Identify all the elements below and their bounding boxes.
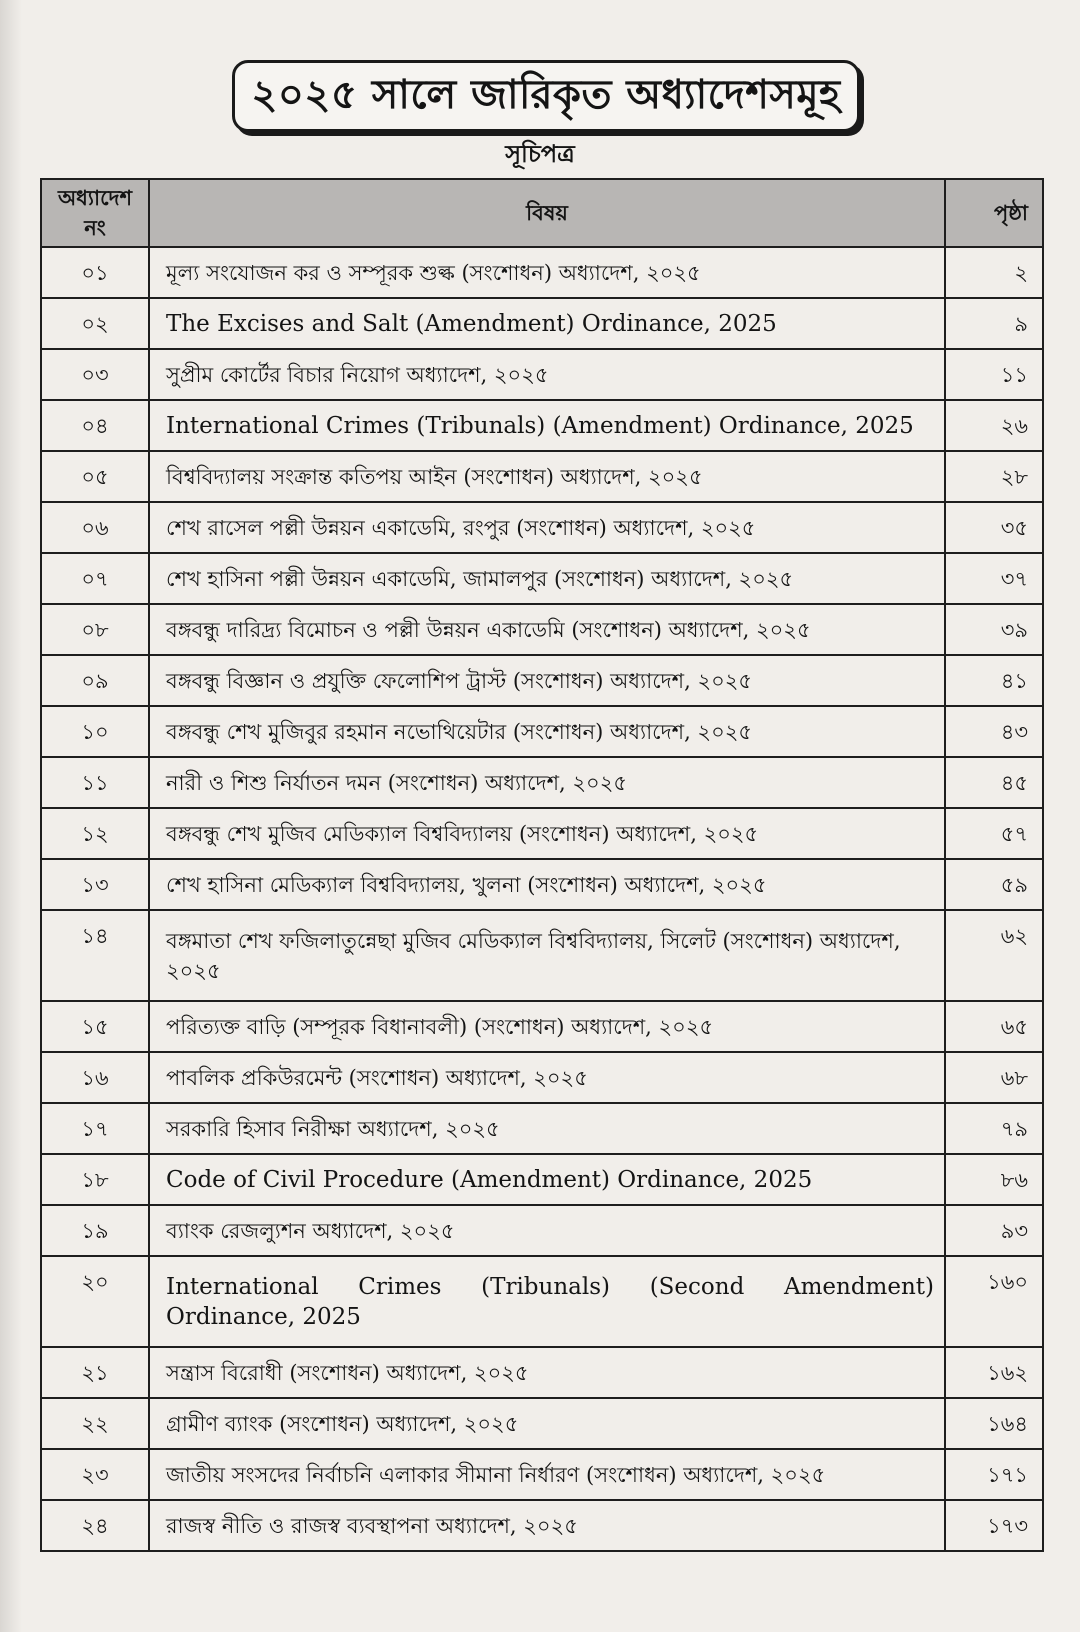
table-row — [41, 349, 1043, 400]
ordinance-subject: পাবলিক প্রকিউরমেন্ট (সংশোধন) অধ্যাদেশ, ২০২৫ — [149, 1052, 945, 1103]
table-row — [41, 1347, 1043, 1398]
table-row — [41, 757, 1043, 808]
page-number: ২৮ — [945, 451, 1043, 502]
ordinance-subject: বঙ্গমাতা শেখ ফজিলাতুন্নেছা মুজিব মেডিক্যাল বিশ্ববিদ্যালয়, সিলেট (সংশোধন) অধ্যাদেশ, ২০২৫ — [149, 910, 945, 1001]
ordinance-number: ০১ — [41, 247, 149, 298]
table-row — [41, 808, 1043, 859]
ordinance-subject: বঙ্গবন্ধু দারিদ্র্য বিমোচন ও পল্লী উন্নয়ন একাডেমি (সংশোধন) অধ্যাদেশ, ২০২৫ — [149, 604, 945, 655]
page-number: ৫৭ — [945, 808, 1043, 859]
table-row — [41, 1500, 1043, 1551]
page-number: ৯৩ — [945, 1205, 1043, 1256]
ordinance-subject: নারী ও শিশু নির্যাতন দমন (সংশোধন) অধ্যাদেশ, ২০২৫ — [149, 757, 945, 808]
ordinance-subject: মূল্য সংযোজন কর ও সম্পূরক শুল্ক (সংশোধন) অধ্যাদেশ, ২০২৫ — [149, 247, 945, 298]
ordinance-number: ১৮ — [41, 1154, 149, 1205]
page-edge-shadow — [0, 0, 22, 1632]
ordinance-subject: ব্যাংক রেজল্যুশন অধ্যাদেশ, ২০২৫ — [149, 1205, 945, 1256]
ordinance-number: ১৯ — [41, 1205, 149, 1256]
table-row — [41, 859, 1043, 910]
ordinance-number: ০৪ — [41, 400, 149, 451]
ordinance-number: ১৭ — [41, 1103, 149, 1154]
ordinance-number: ১৬ — [41, 1052, 149, 1103]
table-row — [41, 1205, 1043, 1256]
page-number: ৬৮ — [945, 1052, 1043, 1103]
ordinance-number: ২০ — [41, 1256, 149, 1347]
ordinance-number: ০৯ — [41, 655, 149, 706]
ordinance-number: ০৫ — [41, 451, 149, 502]
ordinance-number: ১৩ — [41, 859, 149, 910]
ordinance-subject: International Crimes (Tribunals) (Second Amendment) Ordinance, 2025 — [149, 1256, 945, 1347]
ordinance-subject: সরকারি হিসাব নিরীক্ষা অধ্যাদেশ, ২০২৫ — [149, 1103, 945, 1154]
ordinance-subject: সন্ত্রাস বিরোধী (সংশোধন) অধ্যাদেশ, ২০২৫ — [149, 1347, 945, 1398]
page-number: ৯ — [945, 298, 1043, 349]
ordinance-number: ০৭ — [41, 553, 149, 604]
table-row — [41, 910, 1043, 1001]
header-ordinance-number: অধ্যাদেশ নং — [41, 179, 149, 247]
ordinance-subject: জাতীয় সংসদের নির্বাচনি এলাকার সীমানা নির্ধারণ (সংশোধন) অধ্যাদেশ, ২০২৫ — [149, 1449, 945, 1500]
ordinance-number: ০৮ — [41, 604, 149, 655]
page-number: ১১ — [945, 349, 1043, 400]
ordinance-number: ২৩ — [41, 1449, 149, 1500]
ordinance-subject: শেখ হাসিনা মেডিক্যাল বিশ্ববিদ্যালয়, খুলনা (সংশোধন) অধ্যাদেশ, ২০২৫ — [149, 859, 945, 910]
table-row — [41, 298, 1043, 349]
ordinance-number: ২২ — [41, 1398, 149, 1449]
table-row — [41, 1154, 1043, 1205]
ordinance-number: ০২ — [41, 298, 149, 349]
ordinance-subject: বঙ্গবন্ধু শেখ মুজিবুর রহমান নভোথিয়েটার (সংশোধন) অধ্যাদেশ, ২০২৫ — [149, 706, 945, 757]
ordinance-subject: গ্রামীণ ব্যাংক (সংশোধন) অধ্যাদেশ, ২০২৫ — [149, 1398, 945, 1449]
page-number: ১৬০ — [945, 1256, 1043, 1347]
page-number: ৭৯ — [945, 1103, 1043, 1154]
ordinance-subject: সুপ্রীম কোর্টের বিচার নিয়োগ অধ্যাদেশ, ২০২৫ — [149, 349, 945, 400]
page-number: ৪৫ — [945, 757, 1043, 808]
table-row — [41, 400, 1043, 451]
ordinance-subject: শেখ রাসেল পল্লী উন্নয়ন একাডেমি, রংপুর (সংশোধন) অধ্যাদেশ, ২০২৫ — [149, 502, 945, 553]
page-number: ৪১ — [945, 655, 1043, 706]
ordinance-subject: International Crimes (Tribunals) (Amendment) Ordinance, 2025 — [149, 400, 945, 451]
ordinance-number: ১১ — [41, 757, 149, 808]
ordinance-number: ০৩ — [41, 349, 149, 400]
ordinance-subject: রাজস্ব নীতি ও রাজস্ব ব্যবস্থাপনা অধ্যাদেশ, ২০২৫ — [149, 1500, 945, 1551]
ordinance-number: ২১ — [41, 1347, 149, 1398]
page-number: ১৭৩ — [945, 1500, 1043, 1551]
ordinance-subject: বিশ্ববিদ্যালয় সংক্রান্ত কতিপয় আইন (সংশোধন) অধ্যাদেশ, ২০২৫ — [149, 451, 945, 502]
page-number: ৫৯ — [945, 859, 1043, 910]
table-row — [41, 706, 1043, 757]
table-row — [41, 1103, 1043, 1154]
table-row — [41, 451, 1043, 502]
ordinance-number: ০৬ — [41, 502, 149, 553]
page-number: ৮৬ — [945, 1154, 1043, 1205]
table-row — [41, 1256, 1043, 1347]
ordinance-number: ১০ — [41, 706, 149, 757]
ordinance-subject: বঙ্গবন্ধু বিজ্ঞান ও প্রযুক্তি ফেলোশিপ ট্রাস্ট (সংশোধন) অধ্যাদেশ, ২০২৫ — [149, 655, 945, 706]
page-number: ৬৫ — [945, 1001, 1043, 1052]
ordinance-subject: পরিত্যক্ত বাড়ি (সম্পূরক বিধানাবলী) (সংশোধন) অধ্যাদেশ, ২০২৫ — [149, 1001, 945, 1052]
ordinance-subject: Code of Civil Procedure (Amendment) Ordinance, 2025 — [149, 1154, 945, 1205]
ordinance-number: ১৪ — [41, 910, 149, 1001]
ordinance-number: ২৪ — [41, 1500, 149, 1551]
page-number: ১৭১ — [945, 1449, 1043, 1500]
table-row — [41, 247, 1043, 298]
ordinance-number: ১২ — [41, 808, 149, 859]
page-title: ২০২৫ সালে জারিকৃত অধ্যাদেশসমূহ — [232, 60, 860, 132]
table-row — [41, 604, 1043, 655]
table-row — [41, 655, 1043, 706]
page-number: ২৬ — [945, 400, 1043, 451]
ordinance-number: ১৫ — [41, 1001, 149, 1052]
page-number: ২ — [945, 247, 1043, 298]
header-subject: বিষয় — [149, 179, 945, 247]
table-header-row — [41, 179, 1043, 247]
table-row — [41, 1052, 1043, 1103]
page-number: ৩৭ — [945, 553, 1043, 604]
ordinance-subject: The Excises and Salt (Amendment) Ordinance, 2025 — [149, 298, 945, 349]
page-number: ৩৫ — [945, 502, 1043, 553]
table-row — [41, 502, 1043, 553]
page-number: ১৬২ — [945, 1347, 1043, 1398]
ordinance-subject: শেখ হাসিনা পল্লী উন্নয়ন একাডেমি, জামালপুর (সংশোধন) অধ্যাদেশ, ২০২৫ — [149, 553, 945, 604]
table-of-contents — [40, 178, 1044, 1552]
toc-heading: সূচিপত্র — [505, 139, 575, 168]
page-number: ৬২ — [945, 910, 1043, 1001]
page-number: ১৬৪ — [945, 1398, 1043, 1449]
table-row — [41, 1398, 1043, 1449]
table-row — [41, 553, 1043, 604]
header-page: পৃষ্ঠা — [945, 179, 1043, 247]
table-row — [41, 1449, 1043, 1500]
table-row — [41, 1001, 1043, 1052]
ordinance-subject: বঙ্গবন্ধু শেখ মুজিব মেডিক্যাল বিশ্ববিদ্যালয় (সংশোধন) অধ্যাদেশ, ২০২৫ — [149, 808, 945, 859]
page-number: ৩৯ — [945, 604, 1043, 655]
page-number: ৪৩ — [945, 706, 1043, 757]
